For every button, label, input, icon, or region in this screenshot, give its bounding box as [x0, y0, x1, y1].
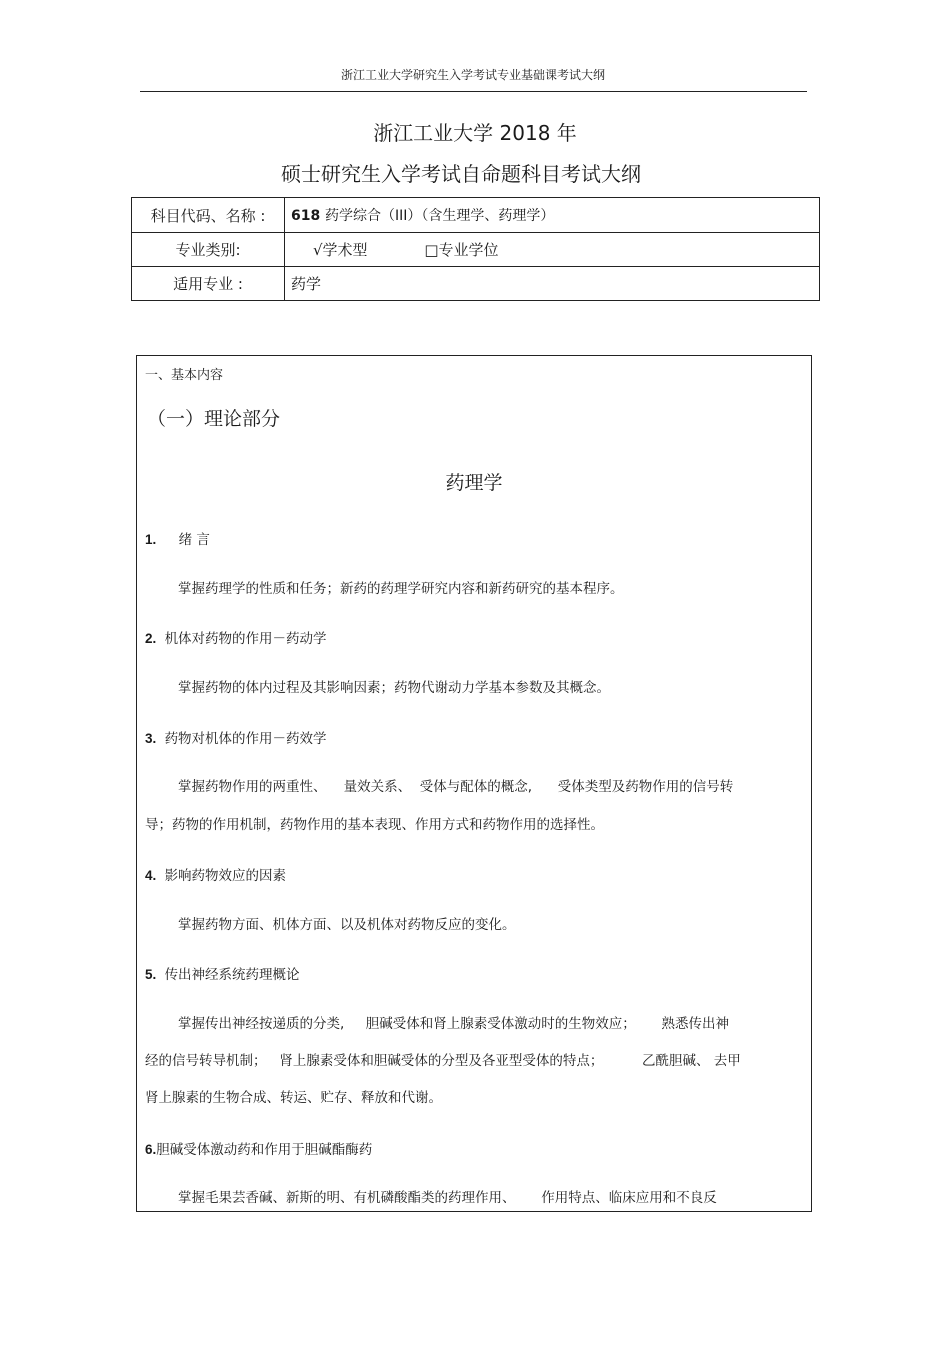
subject-heading: 药理学 — [445, 472, 503, 494]
item-title: 胆碱受体激动药和作用于胆碱酯酶药 — [156, 1142, 373, 1158]
item-number: 3. — [145, 731, 157, 746]
major-label: 适用专业 : — [132, 267, 285, 301]
document-title: 浙江工业大学 2018 年 — [373, 121, 577, 145]
item-6-heading — [145, 1138, 372, 1158]
subject-label: 科目代码、名称 : — [132, 198, 285, 233]
header-rule — [140, 91, 807, 92]
subject-info-table — [131, 197, 820, 301]
item-4-text: 掌握药物方面、机体方面、以及机体对药物反应的变化。 — [178, 917, 516, 933]
item-number: 6. — [145, 1142, 157, 1157]
subject-name: 药学综合（III）（含生理学、药理学） — [325, 208, 555, 224]
item-1-text: 掌握药理学的性质和任务；新药的药理学研究内容和新药研究的基本程序。 — [178, 581, 624, 597]
category-option-professional: □专业学位 — [424, 241, 499, 259]
part-heading: （一）理论部分 — [147, 408, 281, 430]
item-5-text-line-2: 经的信号转导机制； 肾上腺素受体和胆碱受体的分型及各亚型受体的特点； 乙酰胆碱、 去甲 — [145, 1053, 741, 1069]
item-5-text-line-1: 掌握传出神经按递质的分类, 胆碱受体和肾上腺素受体激动时的生物效应； 熟悉传出神 — [178, 1016, 729, 1032]
subject-code: 618 — [291, 208, 321, 224]
item-5-heading — [145, 963, 300, 983]
item-6-text: 掌握毛果芸香碱、新斯的明、有机磷酸酯类的药理作用、 作用特点、临床应用和不良反 — [178, 1190, 717, 1206]
major-row — [132, 267, 820, 301]
category-option-academic: √学术型 — [313, 241, 368, 259]
item-3-text-line-2: 导；药物的作用机制，药物作用的基本表现、作用方式和药物作用的选择性。 — [145, 817, 604, 833]
category-value — [285, 233, 820, 267]
item-number: 2. — [145, 631, 157, 646]
content-box — [136, 355, 812, 1212]
item-5-text-line-3: 肾上腺素的生物合成、转运、贮存、释放和代谢。 — [145, 1090, 442, 1106]
item-title: 传出神经系统药理概论 — [164, 967, 300, 983]
item-2-text: 掌握药物的体内过程及其影响因素；药物代谢动力学基本参数及其概念。 — [178, 680, 610, 696]
category-row — [132, 233, 820, 267]
category-label: 专业类别: — [132, 233, 285, 267]
item-number: 5. — [145, 967, 157, 982]
item-3-text-line-1: 掌握药物作用的两重性、 量效关系、 受体与配体的概念, 受体类型及药物作用的信号转 — [178, 779, 734, 795]
section-label: 一、基本内容 — [145, 368, 224, 383]
running-header: 浙江工业大学研究生入学考试专业基础课考试大纲 — [340, 68, 605, 82]
subject-row — [132, 198, 820, 233]
document-subtitle: 硕士研究生入学考试自命题科目考试大纲 — [281, 162, 641, 186]
item-3-heading — [145, 727, 327, 747]
item-title: 药物对机体的作用－药效学 — [164, 731, 327, 747]
item-number: 4. — [145, 868, 157, 883]
major-value: 药学 — [285, 267, 820, 301]
item-title: 机体对药物的作用－药动学 — [164, 631, 327, 647]
item-4-heading — [145, 864, 286, 884]
item-2-heading — [145, 627, 327, 647]
item-number: 1. — [145, 532, 157, 547]
item-1-heading — [145, 528, 210, 548]
item-title: 影响药物效应的因素 — [164, 868, 287, 884]
subject-value — [285, 198, 820, 233]
item-title: 绪 言 — [178, 532, 210, 548]
